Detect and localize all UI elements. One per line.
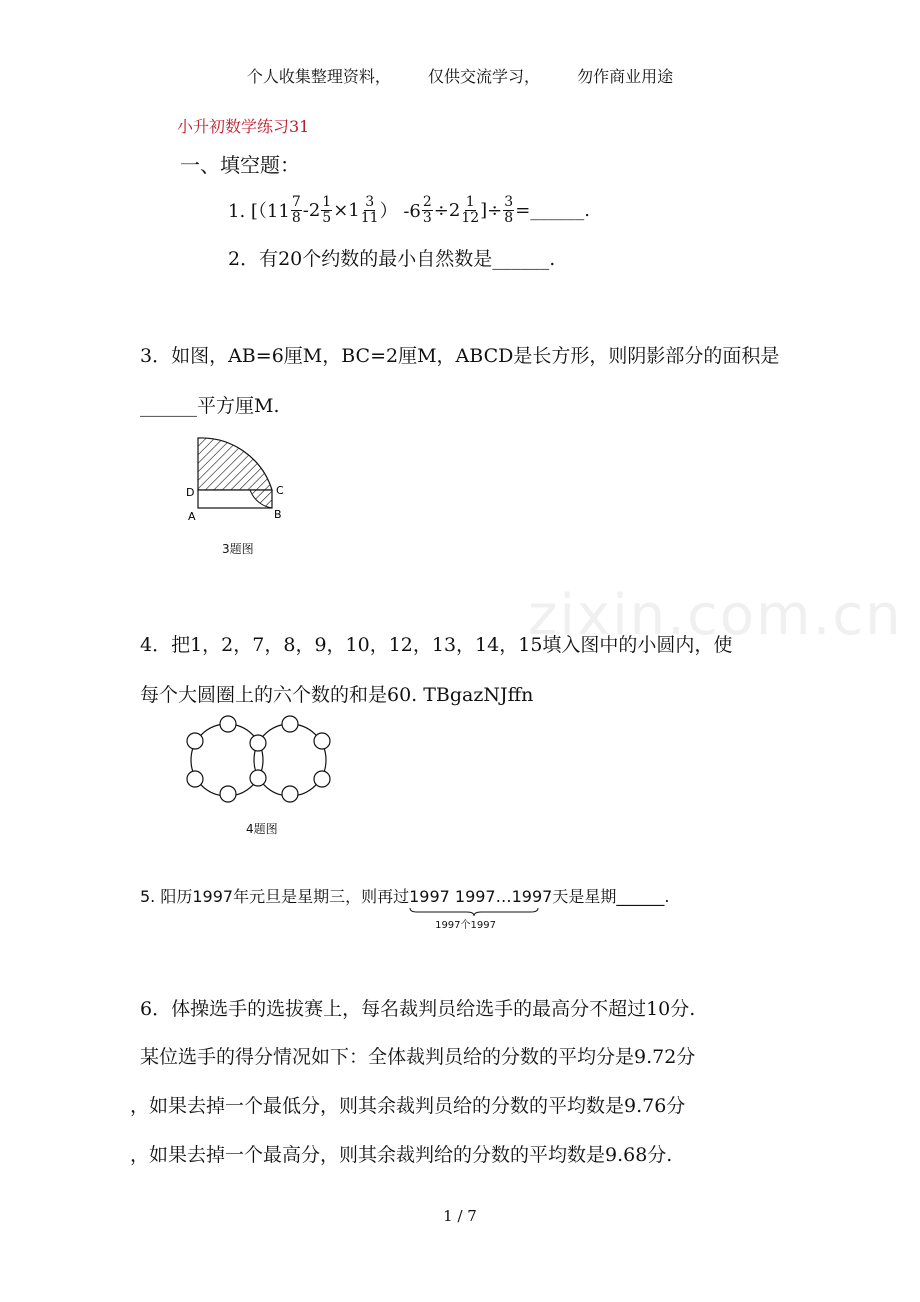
denominator: 12 xyxy=(461,209,480,226)
q5-brace-group xyxy=(409,887,553,931)
page-header xyxy=(0,64,920,87)
fraction-5 xyxy=(461,195,479,226)
fraction-6 xyxy=(503,195,514,226)
small-circle[interactable] xyxy=(282,786,298,802)
label-c: C xyxy=(276,484,284,497)
question-2: 2．有20个约数的最小自然数是______. xyxy=(228,248,556,270)
fraction-2 xyxy=(321,195,332,226)
q1-text-3: ） -6 xyxy=(379,201,421,222)
denominator: 8 xyxy=(291,209,301,226)
question-5 xyxy=(140,884,670,931)
denominator: 3 xyxy=(422,209,432,226)
header-part-2: 仅供交流学习， xyxy=(427,67,540,86)
q1-text-2: ×1 xyxy=(333,199,360,221)
small-circle[interactable] xyxy=(250,735,266,751)
exercise-title: 小升初数学练习31 xyxy=(177,117,310,136)
fraction-1 xyxy=(291,195,302,226)
big-circle-left xyxy=(191,724,263,796)
page-number: 1 / 7 xyxy=(443,1207,477,1225)
header-part-3: 勿作商业用途 xyxy=(577,67,674,86)
question-3-line-1: 3．如图，AB=6厘M，BC=2厘M，ABCD是长方形，则阴影部分的面积是 xyxy=(140,345,780,367)
question-4-line-2: 每个大圆圈上的六个数的和是60. TBgazNJffn xyxy=(140,684,534,706)
small-circle[interactable] xyxy=(250,770,266,786)
numerator: 7 xyxy=(291,193,301,210)
fraction-3 xyxy=(361,195,379,226)
small-circle[interactable] xyxy=(314,771,330,787)
q5-after: 天是星期______. xyxy=(552,887,670,906)
small-circle[interactable] xyxy=(187,733,203,749)
q1-text-0: 1. [（11 xyxy=(228,201,290,222)
q5-before: 5. 阳历1997年元旦是星期三，则再过 xyxy=(140,887,410,906)
figure-4-caption: 4题图 xyxy=(246,822,278,836)
numerator: 3 xyxy=(365,193,375,210)
q1-text-4: ÷2 xyxy=(433,199,461,221)
question-6-line-3: ，如果去掉一个最低分，则其余裁判员给的分数的平均数是9.76分 xyxy=(130,1095,686,1117)
numerator: 1 xyxy=(465,193,475,210)
big-circle-right xyxy=(254,724,326,796)
shaded-quarter-circle xyxy=(198,438,272,490)
question-1 xyxy=(228,186,590,234)
numerator: 3 xyxy=(504,193,514,210)
label-a: A xyxy=(188,510,196,523)
denominator: 5 xyxy=(322,209,332,226)
denominator: 11 xyxy=(360,209,379,226)
section-heading: 一、填空题： xyxy=(180,153,300,177)
small-circle[interactable] xyxy=(314,733,330,749)
question-6-line-2: 某位选手的得分情况如下：全体裁判员给的分数的平均分是9.72分 xyxy=(140,1046,696,1068)
question-3-line-2: ______平方厘M. xyxy=(140,395,280,417)
q1-text-6: =______. xyxy=(515,199,590,221)
figure-4-diagram xyxy=(180,708,340,812)
small-circle[interactable] xyxy=(220,786,236,802)
denominator: 8 xyxy=(504,209,514,226)
q1-text-1: -2 xyxy=(302,199,321,221)
numerator: 1 xyxy=(322,193,332,210)
header-part-1: 个人收集整理资料， xyxy=(246,67,391,86)
numerator: 2 xyxy=(422,193,432,210)
q5-brace-text: 1997 1997…1997 xyxy=(409,887,553,906)
question-4-line-1: 4．把1，2，7，8，9，10，12，13，14，15填入图中的小圆内，使 xyxy=(140,634,733,656)
fraction-4 xyxy=(422,195,433,226)
figure-3-caption: 3题图 xyxy=(222,542,254,556)
watermark: zixin.com.cn xyxy=(528,583,903,648)
figure-3-diagram xyxy=(180,430,300,530)
small-circle[interactable] xyxy=(282,716,298,732)
question-6-line-1: 6．体操选手的选拔赛上，每名裁判员给选手的最高分不超过10分. xyxy=(140,998,696,1020)
q1-text-5: ]÷ xyxy=(480,199,503,221)
small-circle[interactable] xyxy=(220,716,236,732)
small-circle[interactable] xyxy=(187,771,203,787)
label-d: D xyxy=(186,486,195,499)
q5-brace-sub: 1997个1997 xyxy=(435,920,496,931)
question-6-line-4: ，如果去掉一个最高分，则其余裁判给的分数的平均数是9.68分. xyxy=(130,1144,673,1166)
label-b: B xyxy=(274,508,282,521)
